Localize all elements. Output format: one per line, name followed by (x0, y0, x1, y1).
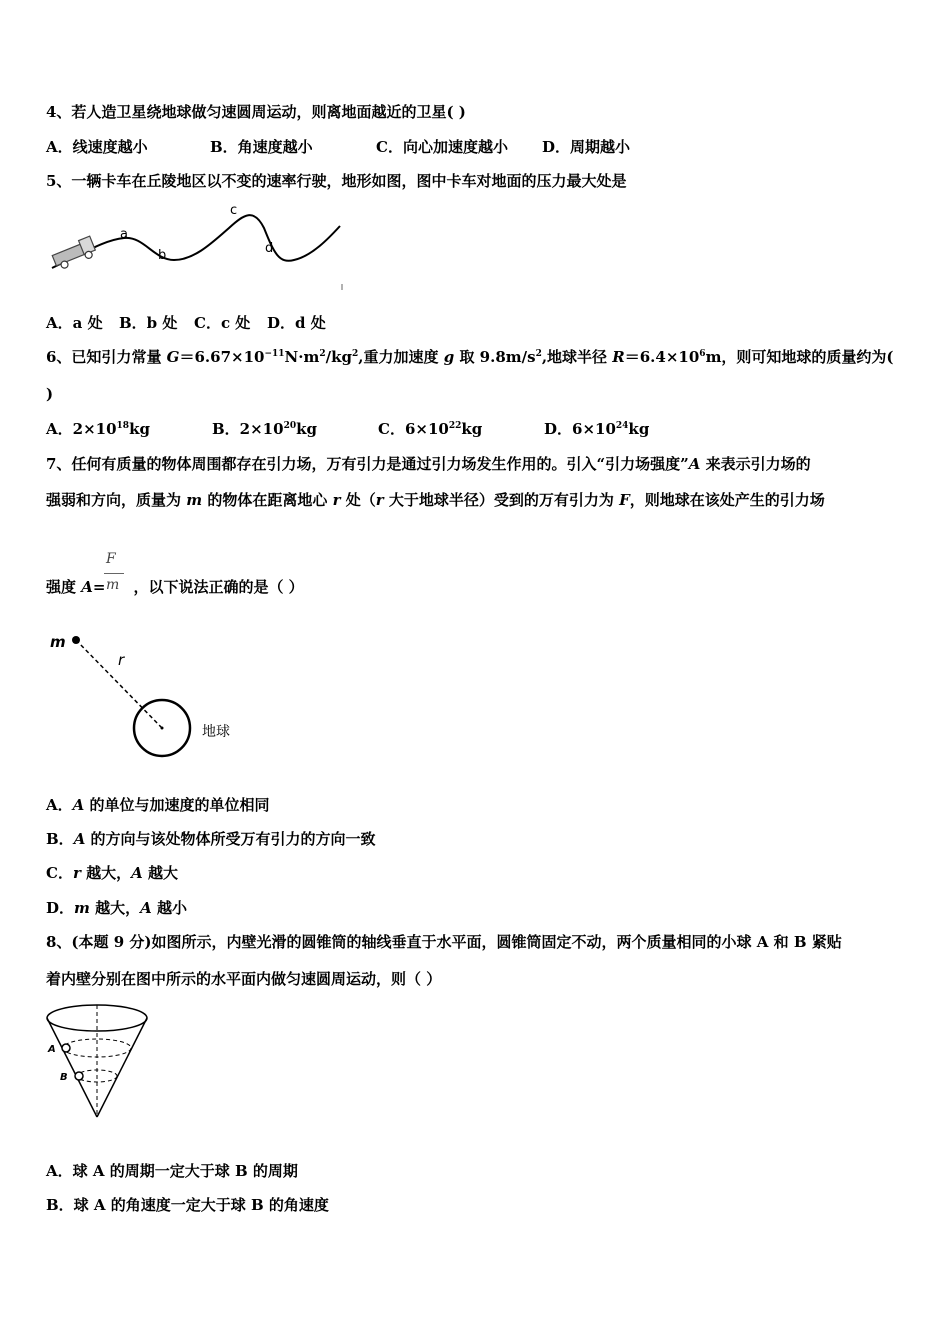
q7-option-a: A．A 的单位与加速度的单位相同 (46, 796, 270, 814)
truck-icon (51, 236, 98, 271)
q7-fraction-denominator: m (106, 577, 120, 593)
q5-stem: 5、一辆卡车在丘陵地区以不变的速率行驶，地形如图，图中卡车对地面的压力最大处是 (46, 172, 627, 190)
q6-option-a: A．$2\times 10^{18}kg$ (46, 420, 150, 438)
earth-center (161, 727, 164, 730)
q8-line-2: 着内壁分别在图中所示的水平面内做匀速圆周运动，则（ ） (46, 970, 442, 988)
q7-fraction-bar (104, 573, 124, 574)
q8-cone-figure (40, 1000, 160, 1125)
q6-stem-close: ) (46, 385, 54, 403)
q5-options (46, 313, 326, 333)
q5-label-d: d (265, 241, 274, 256)
q5-hill-figure (44, 198, 354, 298)
q8-line-1: 8、(本题 9 分)如图所示，内壁光滑的圆锥筒的轴线垂直于水平面，圆锥筒固定不动，两个质量相同的小球 A 和 B 紧贴 (46, 933, 842, 951)
q4-option-a: A．线速度越小 (46, 138, 148, 156)
q4-option-b: B．角速度越小 (210, 138, 313, 156)
q7-fraction-numerator: F (106, 551, 116, 567)
q6-option-d: D．$6\times 10^{24}kg$ (544, 420, 650, 438)
q7-option-c: C．r 越大，A 越大 (46, 864, 178, 882)
q7-line-1: 7、任何有质量的物体周围都存在引力场，万有引力是通过引力场发生作用的。引入“引力场强度”A 来表示引力场的 (46, 455, 811, 473)
cone-left-side (47, 1018, 97, 1117)
ball-a (62, 1044, 70, 1052)
q7-option-b: B．A 的方向与该处物体所受万有引力的方向一致 (46, 830, 376, 848)
q8-option-b: B．球 A 的角速度一定大于球 B 的角速度 (46, 1196, 329, 1214)
q6-option-c: C．$6\times 10^{22}kg$ (378, 420, 483, 438)
q7-mass-label: m (50, 633, 66, 651)
q7-gravity-figure (40, 625, 260, 765)
q4-options (46, 137, 630, 157)
ball-b (75, 1072, 83, 1080)
q5-terrain-curve (52, 215, 340, 268)
q5-option-c: C．c 处 (194, 314, 251, 332)
q7-line-2: 强弱和方向，质量为 m 的物体在距离地心 r 处（r 大于地球半径）受到的万有引力为 F，则地球在该处产生的引力场 (46, 491, 825, 509)
q7-line-3: 强度 A= ，以下说法正确的是（ ） (46, 578, 304, 596)
cone-right-side (97, 1018, 147, 1117)
q4-option-d: D．周期越小 (542, 138, 631, 156)
q8-option-a: A．球 A 的周期一定大于球 B 的周期 (46, 1162, 298, 1180)
q5-label-c: c (230, 203, 238, 218)
q7-option-d: D．m 越大，A 越小 (46, 899, 187, 917)
q8-label-b: B (60, 1072, 68, 1083)
q4-option-c: C．向心加速度越小 (376, 138, 508, 156)
q5-option-a: A．a 处 (46, 314, 103, 332)
q6-stem: 6、已知引力常量 $G=6.67\times 10^{-11}N\cdot m^2/kg^2$,重力加速度 g 取 $9.8m/s^2$,地球半径 $R=6.4\times 10^6m$，则可知地球的质量约为( (46, 348, 894, 366)
q5-option-d: D．d 处 (267, 314, 326, 332)
q4-stem: 4、若人造卫星绕地球做匀速圆周运动，则离地面越近的卫星( ) (46, 103, 466, 121)
q8-label-a: A (48, 1044, 56, 1055)
q5-label-b: b (158, 248, 167, 263)
q7-radius-label: r (118, 651, 125, 669)
q6-options (46, 419, 649, 439)
q7-earth-label: 地球 (202, 724, 230, 740)
q5-option-b: B．b 处 (119, 314, 178, 332)
q6-option-b: B．$2\times 10^{20}kg$ (212, 420, 317, 438)
q5-label-a: a (120, 227, 128, 242)
